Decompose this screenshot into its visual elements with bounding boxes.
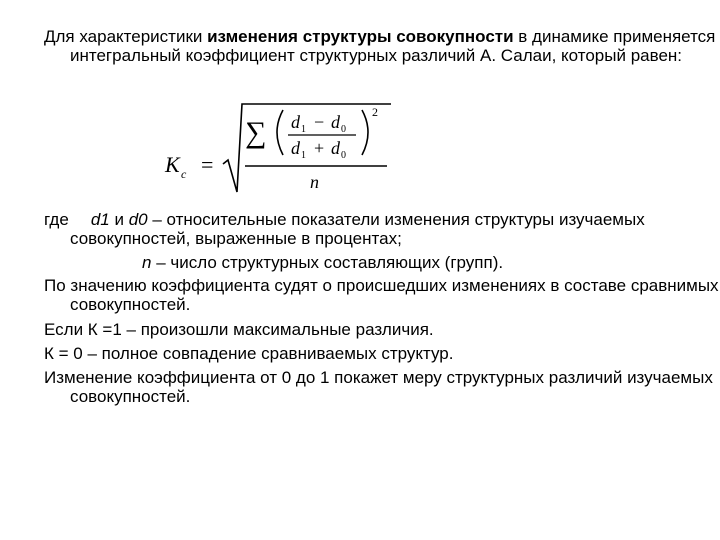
right-paren-icon [362, 110, 368, 155]
n-var: n [142, 253, 152, 272]
num-d1-sub: 1 [301, 124, 306, 135]
num-minus: − [314, 112, 325, 132]
where-var-d0: d0 [128, 210, 148, 229]
den-d1: d [291, 138, 300, 158]
where-and: и [109, 210, 129, 229]
formula-n: n [310, 172, 319, 192]
k-equals-zero: К = 0 – полное совпадение сравниваемых структур. [44, 344, 454, 363]
den-d1-sub: 1 [301, 150, 306, 161]
intro-text-end: в динамике применяется интегральный коэффициент структурных различий А. Салаи, который равен: [70, 27, 716, 65]
den-plus: + [314, 138, 325, 158]
intro-bold-term: изменения структуры совокупности [207, 27, 514, 46]
where-var-d1: d1 [90, 210, 110, 229]
n-text: – число структурных составляющих (групп). [151, 253, 504, 272]
num-d1: d [291, 112, 300, 132]
formula-exponent: 2 [372, 105, 378, 119]
den-d0-sub: 0 [341, 150, 346, 161]
where-label: где [44, 210, 69, 229]
intro-paragraph [44, 27, 720, 65]
salai-formula [163, 98, 393, 198]
n-definition [142, 253, 692, 272]
where-text: – относительные показатели изменения структуры изучаемых совокупностей, выраженные в процентах; [70, 210, 645, 248]
range-paragraph: Изменение коэффициента от 0 до 1 покажет меру структурных различий изучаемых совокупностей. [44, 368, 713, 406]
left-paren-icon [277, 110, 283, 155]
intro-text-start: Для характеристики [44, 27, 208, 46]
where-paragraph [44, 210, 720, 248]
formula-sum: ∑ [245, 116, 267, 149]
k-equals-one: Если К =1 – произошли максимальные различия. [44, 320, 434, 339]
conclusion-paragraph: По значению коэффициента судят о происшедших изменениях в составе сравнимых совокупностей. [44, 276, 719, 314]
num-d0: d [331, 112, 340, 132]
formula-equals: = [201, 152, 214, 177]
num-d0-sub: 0 [341, 124, 346, 135]
formula-k-subscript: c [181, 167, 187, 181]
den-d0: d [331, 138, 340, 158]
formula-k: K [165, 152, 180, 177]
